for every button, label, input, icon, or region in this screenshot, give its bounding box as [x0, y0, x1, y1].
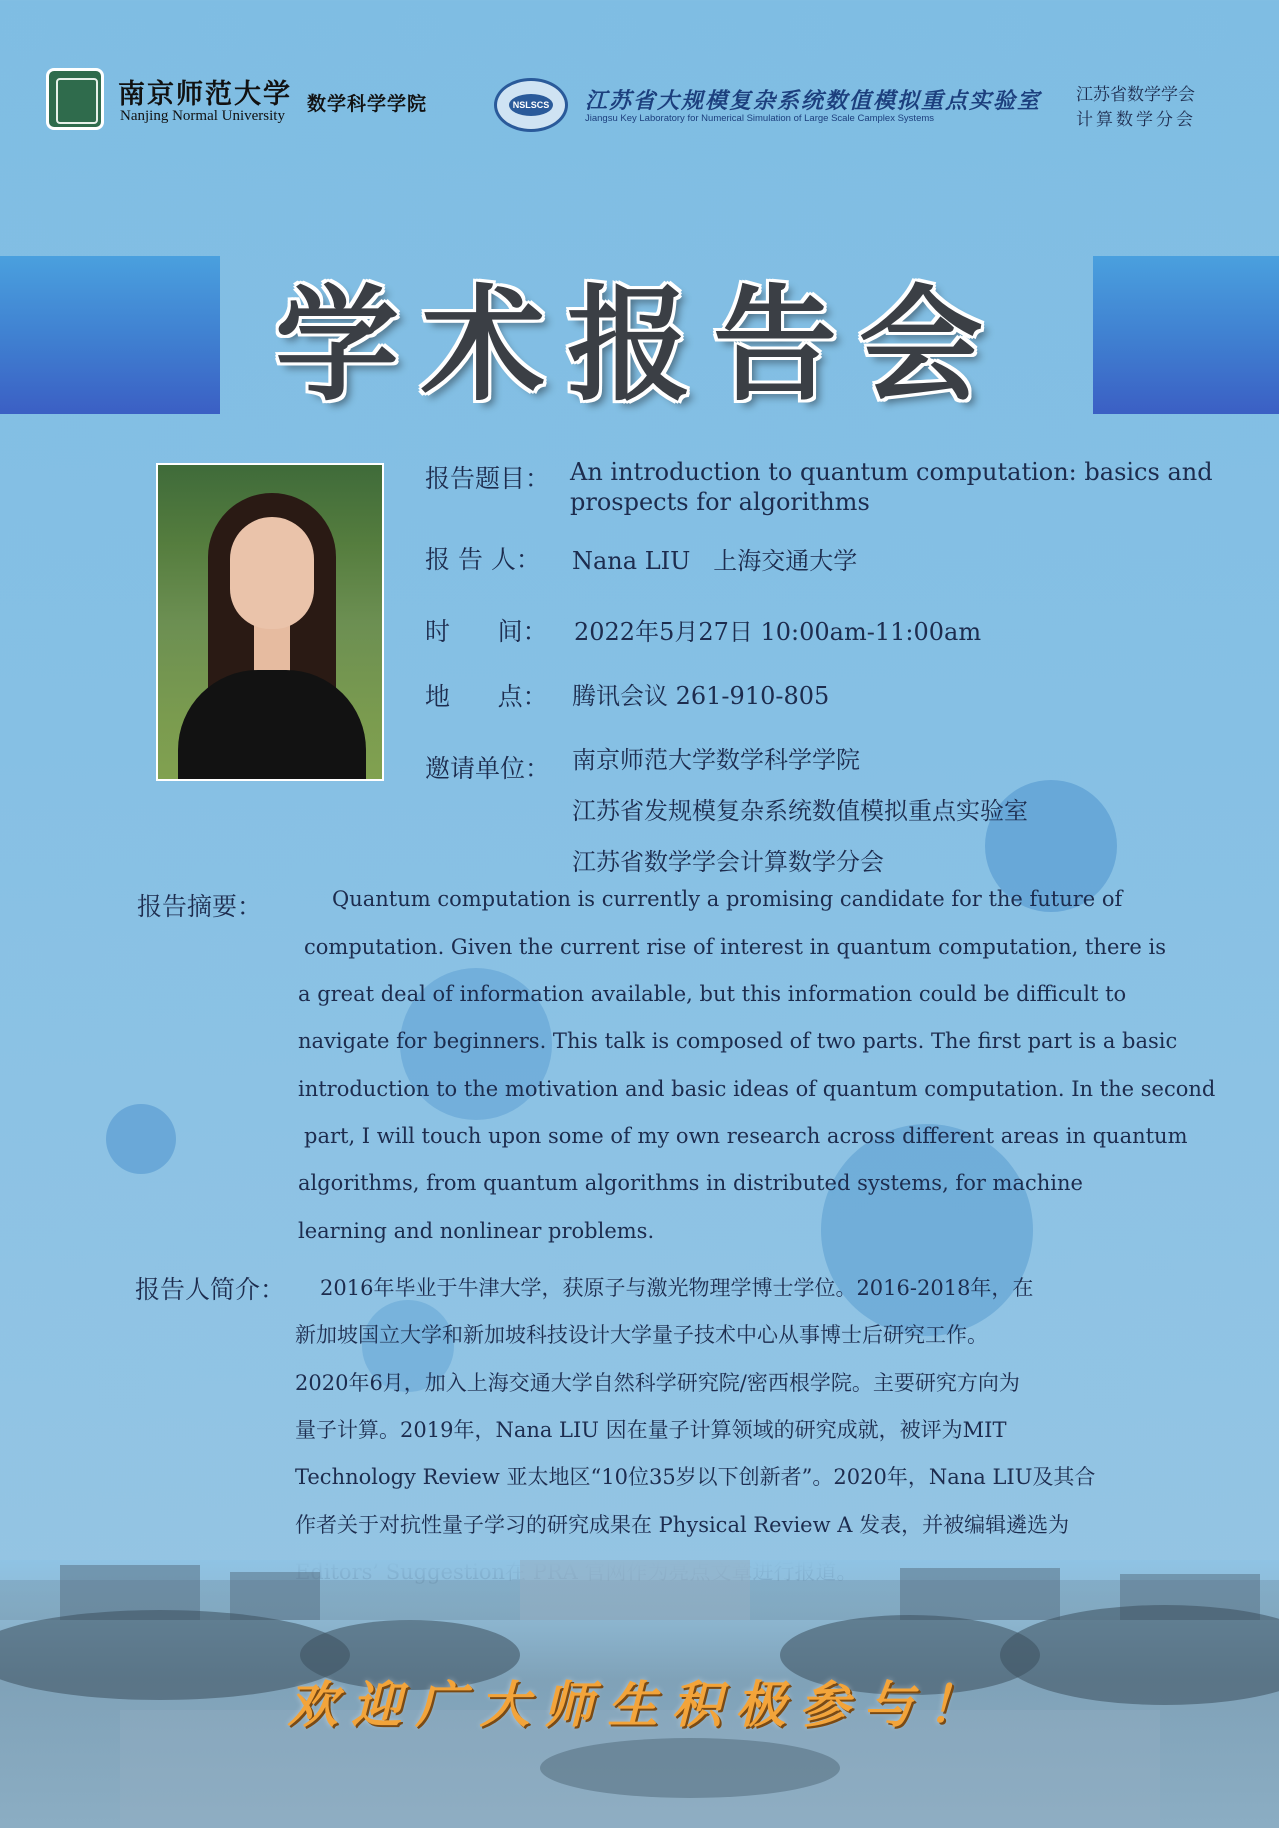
lab-logo: [494, 78, 568, 132]
nnu-logo: [46, 68, 104, 130]
university-name-en: Nanjing Normal University: [120, 108, 285, 124]
welcome-slogan: 欢迎广大师生积极参与！: [287, 1675, 992, 1734]
abstract-line: algorithms, from quantum algorithms in distributed systems, for machine: [298, 1171, 1083, 1195]
society-name-line2: 计算数学分会: [1076, 110, 1196, 130]
abstract-line: a great deal of information available, but this information could be difficult to: [298, 982, 1127, 1006]
lab-name-en: Jiangsu Key Laboratory for Numerical Simulation of Large Scale Camplex Systems: [585, 113, 935, 124]
bio-line: 量子计算。2019年，Nana LIU 因在量子计算领域的研究成就，被评为MIT: [295, 1418, 1007, 1442]
time: 2022年5月27日 10:00am-11:00am: [574, 618, 982, 646]
page-title: 学术报告会: [274, 274, 1005, 418]
topic-line1: An introduction to quantum computation: basics and: [570, 458, 1213, 486]
school-name: 数学科学学院: [307, 93, 428, 115]
abstract-line: part, I will touch upon some of my own research across different areas in quantum: [304, 1124, 1188, 1148]
abstract-line: computation. Given the current rise of interest in quantum computation, there is: [304, 935, 1167, 959]
abstract-label: 报告摘要：: [137, 892, 263, 921]
host-2: 江苏省发规模复杂系统数值模拟重点实验室: [572, 797, 1028, 825]
speaker-label: 报 告 人：: [425, 545, 541, 574]
bio-line: 2020年6月，加入上海交通大学自然科学研究院/密西根学院。主要研究方向为: [295, 1371, 1020, 1395]
topic-line2: prospects for algorithms: [570, 488, 870, 516]
decor-circle: [821, 1124, 1033, 1336]
bio-line: 2016年毕业于牛津大学，获原子与激光物理学博士学位。2016-2018年，在: [320, 1276, 1034, 1300]
topic-label: 报告题目：: [425, 464, 551, 493]
bio-line: 新加坡国立大学和新加坡科技设计大学量子技术中心从事博士后研究工作。: [295, 1323, 988, 1347]
lab-logo-text: NSLSCS: [509, 94, 553, 116]
host-label: 邀请单位：: [425, 754, 551, 783]
abstract-line: Quantum computation is currently a promising candidate for the future of: [332, 887, 1123, 911]
bio-line: Technology Review 亚太地区“10位35岁以下创新者”。2020年，Nana LIU及其合: [295, 1465, 1096, 1489]
decor-circle: [106, 1104, 176, 1174]
speaker-photo: [156, 463, 384, 781]
bio-line: 作者关于对抗性量子学习的研究成果在 Physical Review A 发表，并被编辑遴选为: [295, 1513, 1070, 1537]
university-name: 南京师范大学: [118, 79, 292, 110]
place-label: 地 点：: [425, 682, 548, 711]
place: 腾讯会议 261-910-805: [572, 682, 830, 710]
title-band-left: [0, 256, 220, 414]
bio-label: 报告人简介：: [135, 1275, 286, 1304]
time-label: 时 间：: [425, 617, 548, 646]
title-band-right: [1093, 256, 1279, 414]
abstract-line: navigate for beginners. This talk is composed of two parts. The first part is a basic: [298, 1029, 1178, 1053]
host-3: 江苏省数学学会计算数学分会: [572, 848, 884, 876]
society-name-line1: 江苏省数学学会: [1076, 85, 1195, 105]
speaker: Nana LIU 上海交通大学: [572, 547, 858, 575]
abstract-line: learning and nonlinear problems.: [298, 1219, 655, 1243]
lab-name: 江苏省大规模复杂系统数值模拟重点实验室: [585, 88, 1042, 114]
abstract-line: introduction to the motivation and basic ideas of quantum computation. In the second: [298, 1077, 1216, 1101]
host-1: 南京师范大学数学科学学院: [572, 746, 860, 774]
